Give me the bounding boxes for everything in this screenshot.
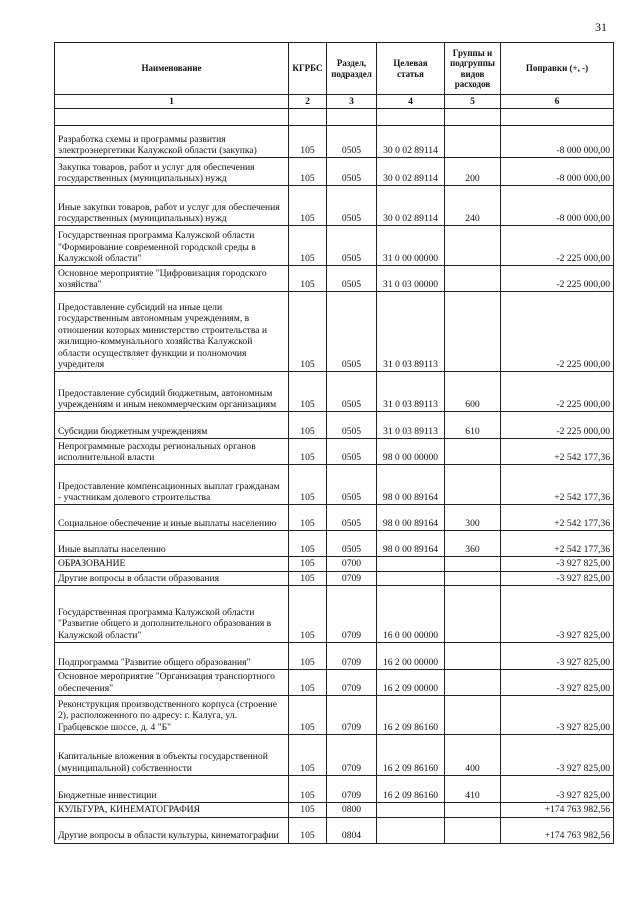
cell-vid (445, 465, 501, 505)
cell-kgrbs: 105 (289, 643, 327, 670)
cell-name: Закупка товаров, работ и услуг для обеспечения государственных (муниципальных) нужд (55, 158, 289, 186)
cell-amount: -2 225 000,00 (501, 412, 614, 439)
table-row (55, 531, 614, 557)
cell-razdel: 0505 (327, 372, 377, 412)
cell-name: Иные закупки товаров, работ и услуг для обеспечения государственных (муниципальных) нужд (55, 186, 289, 226)
cell-name: Разработка схемы и программы развития электроэнергетики Калужской области (закупка) (55, 126, 289, 158)
cell-razdel: 0505 (327, 465, 377, 505)
cell-kgrbs: 105 (289, 439, 327, 465)
header-name: Наименование (55, 43, 289, 95)
cell-razdel: 0709 (327, 643, 377, 670)
cell-kgrbs: 105 (289, 803, 327, 817)
cell-vid: 200 (445, 158, 501, 186)
cell-name: Подпрограмма "Развитие общего образования" (55, 643, 289, 670)
cell-kgrbs: 105 (289, 292, 327, 372)
cell-celevaya: 31 0 03 00000 (377, 266, 445, 292)
cell-vid (445, 803, 501, 817)
cell-name: Другие вопросы в области культуры, кинематографии (55, 817, 289, 843)
cell-vid (445, 670, 501, 696)
col-number: 5 (445, 95, 501, 109)
cell-kgrbs: 105 (289, 505, 327, 531)
cell-celevaya (377, 557, 445, 571)
table-row (55, 126, 614, 158)
header-razdel: Раздел, подраздел (327, 43, 377, 95)
table-row (55, 735, 614, 776)
cell-razdel: 0505 (327, 158, 377, 186)
cell-razdel: 0800 (327, 803, 377, 817)
cell-razdel: 0700 (327, 557, 377, 571)
cell-name: Субсидии бюджетным учреждениям (55, 412, 289, 439)
table-row (55, 158, 614, 186)
cell-kgrbs: 105 (289, 586, 327, 643)
table-body (55, 109, 614, 843)
table-row (55, 439, 614, 465)
table-row (55, 505, 614, 531)
cell-vid (445, 292, 501, 372)
cell-name: Бюджетные инвестиции (55, 776, 289, 803)
cell-celevaya: 98 0 00 89164 (377, 531, 445, 557)
cell-vid (445, 817, 501, 843)
cell-celevaya: 31 0 00 00000 (377, 226, 445, 266)
cell-amount: -2 225 000,00 (501, 226, 614, 266)
cell-vid: 600 (445, 372, 501, 412)
cell-razdel: 0804 (327, 817, 377, 843)
table-row (55, 266, 614, 292)
cell-razdel: 0709 (327, 696, 377, 735)
cell-razdel: 0709 (327, 586, 377, 643)
cell-celevaya: 98 0 00 00000 (377, 439, 445, 465)
cell-celevaya: 30 0 02 89114 (377, 158, 445, 186)
cell-name: Реконструкция производственного корпуса (строение 2), расположенного по адресу: г. Калуга, ул. Грабцевское шоссе, д. 4 "Б" (55, 696, 289, 735)
cell-celevaya: 30 0 02 89114 (377, 126, 445, 158)
cell-celevaya (377, 571, 445, 585)
cell-celevaya: 31 0 03 89113 (377, 292, 445, 372)
table-row (55, 643, 614, 670)
header-celevaya: Целевая статья (377, 43, 445, 95)
cell-vid: 240 (445, 186, 501, 226)
cell-kgrbs: 105 (289, 158, 327, 186)
cell-vid (445, 226, 501, 266)
cell-vid (445, 126, 501, 158)
cell-kgrbs: 105 (289, 186, 327, 226)
cell-celevaya: 16 2 00 00000 (377, 643, 445, 670)
cell-kgrbs: 105 (289, 735, 327, 776)
cell-amount: -3 927 825,00 (501, 670, 614, 696)
cell-razdel: 0505 (327, 412, 377, 439)
cell-vid (445, 266, 501, 292)
cell-kgrbs: 105 (289, 571, 327, 585)
header-vid: Группы и подгруппы видов расходов (445, 43, 501, 95)
table-row (55, 817, 614, 843)
cell-kgrbs: 105 (289, 226, 327, 266)
cell-razdel: 0505 (327, 266, 377, 292)
cell-name: Другие вопросы в области образования (55, 571, 289, 585)
cell-celevaya: 16 2 09 86160 (377, 776, 445, 803)
cell-celevaya (377, 803, 445, 817)
cell-kgrbs: 105 (289, 412, 327, 439)
cell-amount: -3 927 825,00 (501, 735, 614, 776)
cell-amount: -3 927 825,00 (501, 776, 614, 803)
cell-kgrbs: 105 (289, 696, 327, 735)
cell-amount: -3 927 825,00 (501, 557, 614, 571)
cell-vid: 300 (445, 505, 501, 531)
cell-amount: -3 927 825,00 (501, 643, 614, 670)
cell-amount: +2 542 177,36 (501, 465, 614, 505)
cell-name: Иные выплаты населению (55, 531, 289, 557)
cell-kgrbs: 105 (289, 817, 327, 843)
cell-celevaya: 16 2 09 00000 (377, 670, 445, 696)
cell-vid (445, 439, 501, 465)
cell-celevaya: 30 0 02 89114 (377, 186, 445, 226)
cell-razdel: 0709 (327, 670, 377, 696)
cell-name: Капитальные вложения в объекты государственной (муниципальной) собственности (55, 735, 289, 776)
cell-amount: -3 927 825,00 (501, 586, 614, 643)
cell-kgrbs: 105 (289, 465, 327, 505)
cell-amount: +174 763 982,56 (501, 817, 614, 843)
cell-amount: -8 000 000,00 (501, 126, 614, 158)
cell-vid (445, 557, 501, 571)
cell-amount: -2 225 000,00 (501, 266, 614, 292)
cell-name: Предоставление субсидий на иные цели государственным автономным учреждениям, в отношении которых министерство строительства и жилищно-коммунального хозяйства Калужской области осуществляет функции и полномочия учредителя (55, 292, 289, 372)
cell-razdel: 0709 (327, 571, 377, 585)
cell-vid (445, 696, 501, 735)
table-row (55, 557, 614, 571)
column-number-row (55, 95, 614, 109)
cell-name: Предоставление субсидий бюджетным, автономным учреждениям и иным некоммерческим организациям (55, 372, 289, 412)
cell-celevaya: 16 2 09 86160 (377, 696, 445, 735)
cell-kgrbs: 105 (289, 266, 327, 292)
cell-amount: -8 000 000,00 (501, 186, 614, 226)
cell-amount: +2 542 177,36 (501, 531, 614, 557)
cell-celevaya: 16 0 00 00000 (377, 586, 445, 643)
cell-razdel: 0505 (327, 226, 377, 266)
header-kgrbs: КГРБС (289, 43, 327, 95)
page-number: 31 (595, 20, 607, 34)
table-row (55, 696, 614, 735)
header-row (55, 43, 614, 95)
cell-name: Социальное обеспечение и иные выплаты населению (55, 505, 289, 531)
table-row (55, 670, 614, 696)
table-row (55, 586, 614, 643)
cell-celevaya: 98 0 00 89164 (377, 505, 445, 531)
table-row (55, 571, 614, 585)
cell-vid (445, 586, 501, 643)
cell-vid: 410 (445, 776, 501, 803)
budget-amendments-table (54, 42, 614, 844)
cell-razdel: 0505 (327, 505, 377, 531)
cell-razdel: 0505 (327, 531, 377, 557)
cell-kgrbs: 105 (289, 531, 327, 557)
table-row (55, 776, 614, 803)
col-number: 4 (377, 95, 445, 109)
cell-celevaya: 31 0 03 89113 (377, 412, 445, 439)
header-amount: Поправки (+, -) (501, 43, 614, 95)
cell-razdel: 0505 (327, 126, 377, 158)
cell-celevaya (377, 817, 445, 843)
table-row (55, 372, 614, 412)
cell-name: Непрограммные расходы региональных органов исполнительной власти (55, 439, 289, 465)
table-row (55, 412, 614, 439)
cell-celevaya: 16 2 09 86160 (377, 735, 445, 776)
table-row (55, 292, 614, 372)
cell-vid (445, 643, 501, 670)
cell-vid (445, 571, 501, 585)
col-number: 3 (327, 95, 377, 109)
cell-kgrbs: 105 (289, 776, 327, 803)
cell-kgrbs: 105 (289, 557, 327, 571)
cell-amount: +2 542 177,36 (501, 439, 614, 465)
cell-kgrbs: 105 (289, 372, 327, 412)
cell-amount: -3 927 825,00 (501, 571, 614, 585)
col-number: 1 (55, 95, 289, 109)
blank-row (55, 109, 614, 126)
cell-amount: -2 225 000,00 (501, 372, 614, 412)
table-row (55, 803, 614, 817)
col-number: 2 (289, 95, 327, 109)
cell-celevaya: 31 0 03 89113 (377, 372, 445, 412)
table-row (55, 226, 614, 266)
cell-vid: 610 (445, 412, 501, 439)
cell-amount: +174 763 982,56 (501, 803, 614, 817)
cell-razdel: 0505 (327, 292, 377, 372)
col-number: 6 (501, 95, 614, 109)
cell-amount: +2 542 177,36 (501, 505, 614, 531)
cell-kgrbs: 105 (289, 670, 327, 696)
cell-razdel: 0709 (327, 735, 377, 776)
cell-name: Государственная программа Калужской области "Развитие общего и дополнительного образования в Калужской области" (55, 586, 289, 643)
cell-celevaya: 98 0 00 89164 (377, 465, 445, 505)
table-row (55, 186, 614, 226)
cell-kgrbs: 105 (289, 126, 327, 158)
table-row (55, 465, 614, 505)
cell-razdel: 0505 (327, 186, 377, 226)
cell-vid: 400 (445, 735, 501, 776)
cell-vid: 360 (445, 531, 501, 557)
cell-amount: -3 927 825,00 (501, 696, 614, 735)
cell-name: Основное мероприятие "Цифровизация городского хозяйства" (55, 266, 289, 292)
cell-amount: -8 000 000,00 (501, 158, 614, 186)
cell-name: КУЛЬТУРА, КИНЕМАТОГРАФИЯ (55, 803, 289, 817)
cell-name: ОБРАЗОВАНИЕ (55, 557, 289, 571)
cell-amount: -2 225 000,00 (501, 292, 614, 372)
cell-razdel: 0505 (327, 439, 377, 465)
cell-razdel: 0709 (327, 776, 377, 803)
cell-name: Основное мероприятие "Организация транспортного обеспечения" (55, 670, 289, 696)
cell-name: Государственная программа Калужской области "Формирование современной городской среды в Калужской области" (55, 226, 289, 266)
cell-name: Предоставление компенсационных выплат гражданам - участникам долевого строительства (55, 465, 289, 505)
